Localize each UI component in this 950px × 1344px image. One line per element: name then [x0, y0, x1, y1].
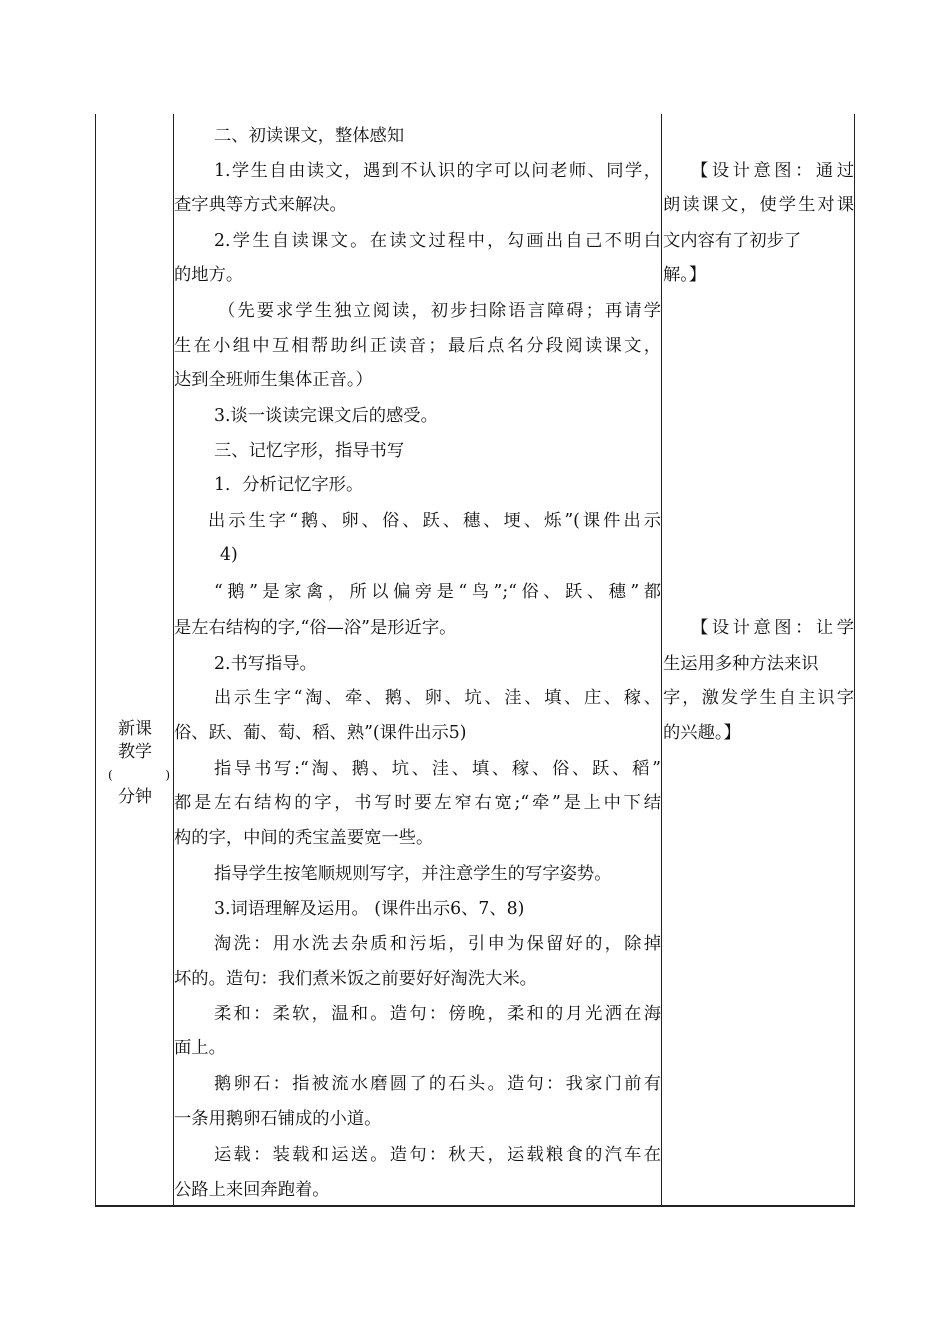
paren-open: ( [108, 768, 113, 782]
paragraph-line: 面上。 [174, 1038, 226, 1058]
paragraph-line: 3.谈一谈读完课文后的感受。 [214, 406, 438, 426]
paragraph-line: 出示生字“鹅、卵、俗、跃、穗、埂、烁”(课件出示 [208, 511, 661, 531]
note-line: 朗读课文，使学生对课 [663, 195, 854, 215]
note-line: 文内容有了初步了 [663, 231, 802, 251]
paragraph-line: 指导学生按笔顺规则写字，并注意学生的写字姿势。 [214, 864, 612, 884]
paragraph-line: 淘洗：用水洗去杂质和污垢，引申为保留好的，除掉 [214, 934, 661, 954]
paragraph-line: 构的字，中间的秃宝盖要宽一些。 [174, 828, 434, 848]
paragraph-line: 公路上来回奔跑着。 [174, 1180, 330, 1200]
note-line: 生运用多种方法来识 [663, 654, 819, 674]
stage-label [96, 718, 174, 809]
note-line: 【设计意图：通过 [691, 161, 854, 181]
paragraph-line: 2.书写指导。 [214, 654, 317, 674]
duration-blank [96, 764, 174, 786]
section-heading: 三、记忆字形，指导书写 [214, 441, 405, 461]
paragraph-line: 达到全班师生集体正音。） [174, 370, 373, 390]
paragraph-line: 俗、跃、葡、萄、稻、熟”(课件出示5) [174, 723, 467, 743]
paragraph-line: 的地方。 [174, 265, 244, 285]
paragraph-line: 指导书写:“淘、鹅、坑、洼、填、稼、俗、跃、稻” [214, 759, 661, 779]
paragraph-line: “鹅”是家禽，所以偏旁是“鸟”;“俗、跃、穗”都 [214, 582, 661, 602]
stage-label-line2: 教学 [118, 742, 152, 762]
paragraph-line: 1.学生自由读文，遇到不认识的字可以问老师、同学， [214, 161, 661, 181]
stage-label-cell [96, 114, 174, 1205]
stage-label-line1: 新课 [118, 719, 152, 739]
paragraph-line: 鹅卵石：指被流水磨圆了的石头。造句：我家门前有 [214, 1074, 661, 1094]
paragraph-line: 都是左右结构的字，书写时要左窄右宽;“牵”是上中下结 [174, 793, 661, 813]
paragraph-line: 2.学生自读课文。在读文过程中，勾画出自己不明白 [214, 231, 661, 251]
paragraph-line: 是左右结构的字,“俗—浴”是形近字。 [174, 618, 457, 638]
paragraph-line: 3.词语理解及运用。 (课件出示6、7、8) [214, 899, 525, 919]
note-line: 解。】 [663, 265, 707, 285]
note-line: 【设计意图：让学 [691, 618, 854, 638]
note-line: 的兴趣。】 [663, 723, 741, 743]
note-line: 字，激发学生自主识字 [663, 688, 854, 708]
paragraph-line: 运载：装载和运送。造句：秋天，运载粮食的汽车在 [214, 1145, 661, 1165]
paragraph-line: 生在小组中互相帮助纠正读音；最后点名分段阅读课文， [174, 336, 661, 356]
paren-close: ) [165, 768, 170, 782]
paragraph-line: （先要求学生独立阅读，初步扫除语言障碍；再请学 [218, 301, 661, 321]
paragraph-line: 一条用鹅卵石铺成的小道。 [174, 1109, 382, 1129]
paragraph-line: 查字典等方式来解决。 [174, 195, 347, 215]
paragraph-line: 坏的。造句：我们煮米饭之前要好好淘洗大米。 [174, 969, 537, 989]
paragraph-line: 1．分析记忆字形。 [214, 475, 364, 495]
table-border-right [854, 114, 855, 1206]
paragraph-line: 出示生字“淘、牵、鹅、卵、坑、洼、填、庄、稼、 [214, 688, 661, 708]
paragraph-line: 柔和：柔软，温和。造句：傍晚，柔和的月光洒在海 [214, 1004, 661, 1024]
stage-label-line4: 分钟 [118, 787, 152, 807]
table-border-bottom [95, 1205, 855, 1207]
paragraph-line: 4) [220, 545, 238, 565]
section-heading: 二、初读课文，整体感知 [214, 126, 405, 146]
